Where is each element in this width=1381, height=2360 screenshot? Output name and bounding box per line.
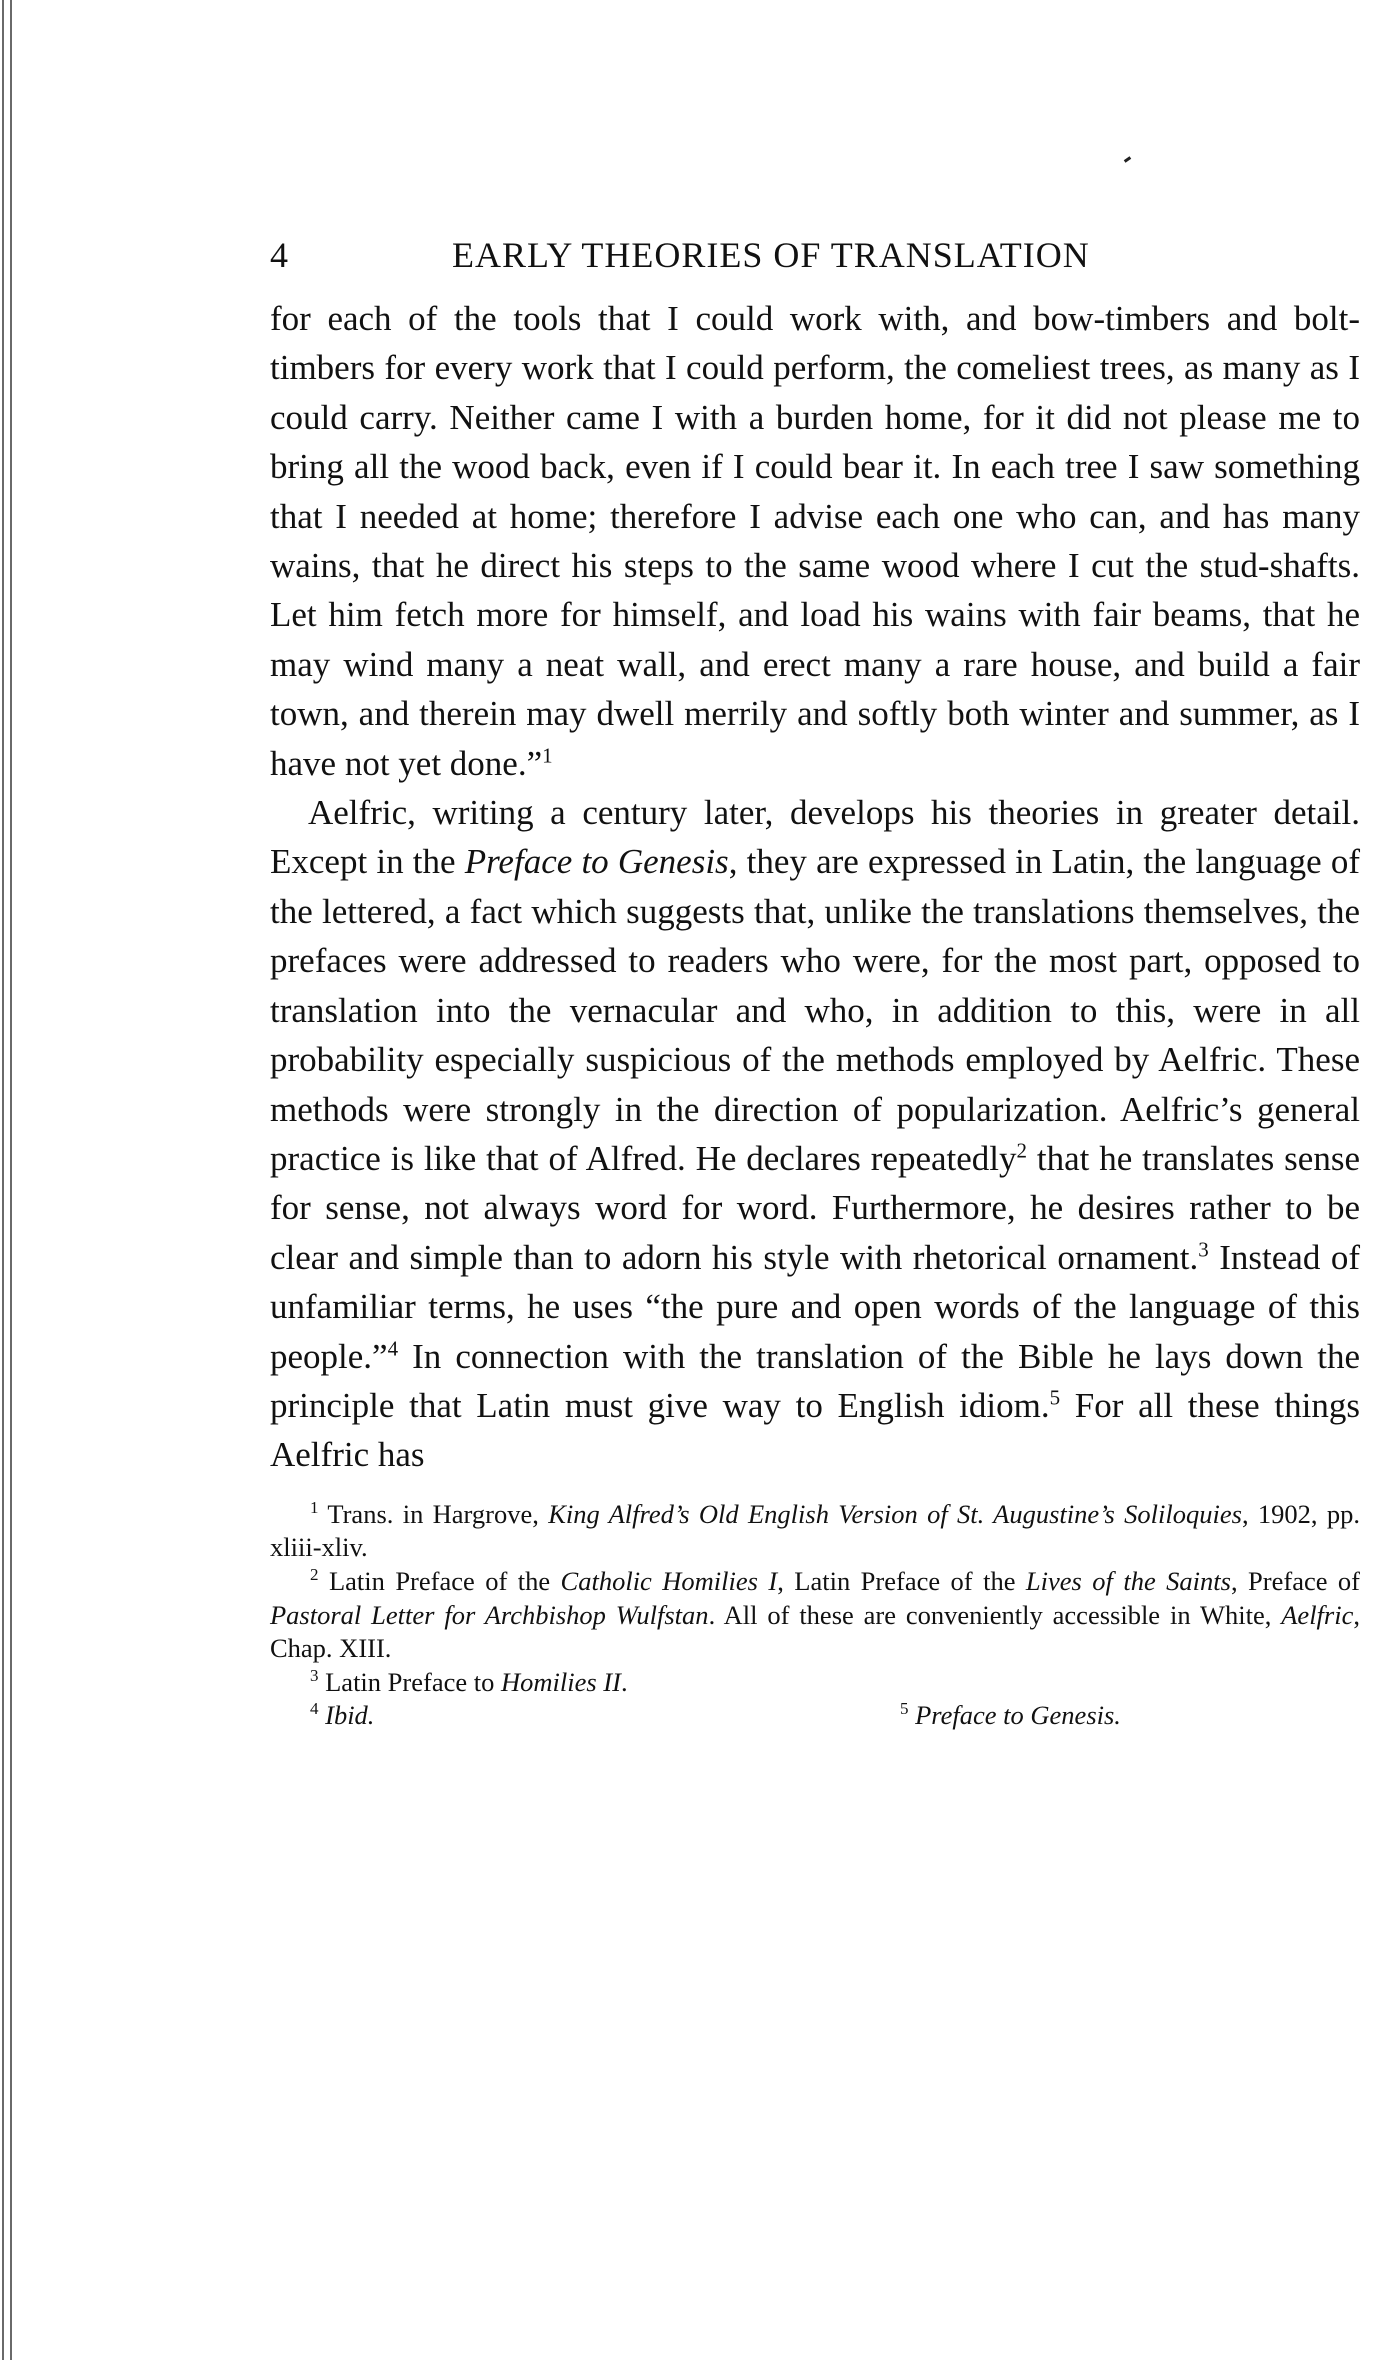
- paragraph-1-text: for each of the tools that I could work with, and bow-timbers and bolt-timbers for every work that I could perform, the comeliest trees, as many as I could carry. Neither came I with a burden home, for it did not please me to bring all the wood back, even if I could bear it. In each tree I saw something that I needed at home; therefore I advise each one who can, and has many wains, that he direct his steps to the same wood where I cut the stud-shafts. Let him fetch more for himself, and load his wains with fair beams, that he may wind many a neat wall, and erect many a rare house, and build a fair town, and therein may dwell merrily and softly both winter and summer, as I have not yet done.”: [270, 299, 1360, 783]
- running-title: EARLY THEORIES OF TRANSLATION: [452, 235, 1090, 275]
- footnote-row-4-5: [270, 1699, 1360, 1733]
- footnote-2-text-b: , Latin Preface of the: [777, 1565, 1026, 1596]
- running-head: [270, 228, 1360, 288]
- footnote-2: [270, 1565, 1360, 1666]
- paragraph-2-text-d: Instead of unfamiliar terms, he uses “the pure and open words of the language of this people.”: [270, 1237, 1361, 1376]
- footnotes: [270, 1498, 1360, 1733]
- note-ref-5: 5: [1049, 1385, 1061, 1410]
- footnote-2-title-lives: Lives of the Saints: [1025, 1565, 1231, 1596]
- footnote-2-text-e: , Chap. XIII.: [270, 1599, 1360, 1664]
- body-text: [270, 294, 1360, 1480]
- footnote-2-title-pastoral: Pastoral Letter for Archbishop Wulfstan: [270, 1599, 709, 1630]
- book-page: [270, 228, 1360, 1733]
- footnote-3-text-a: Latin Preface to: [318, 1666, 501, 1697]
- note-ref-4: 4: [387, 1335, 399, 1360]
- paragraph-2-text-f: For all these things Aelfric has: [270, 1385, 1360, 1475]
- footnote-3-text-b: .: [620, 1666, 628, 1697]
- footnote-2-title-aelfric: Aelfric: [1281, 1599, 1354, 1630]
- footnote-3: [270, 1666, 1360, 1700]
- footnote-2-text-d: . All of these are conveniently accessible in White,: [708, 1599, 1282, 1630]
- note-ref-2: 2: [1016, 1138, 1028, 1163]
- footnote-5: [900, 1699, 1360, 1733]
- paragraph-2-title-preface: Preface to Genesis: [464, 842, 729, 882]
- paragraph-2-text-b: , they are expressed in Latin, the language of the lettered, a fact which suggests that, unlike the translations themselves, the prefaces were addressed to readers who were, for the most part, opposed to translation into the vernacular and who, in addition to this, were in all probability especially suspicious of the methods employed by Aelfric. These methods were strongly in the direction of popularization. Aelfric’s general practice is like that of Alfred. He declares repeatedly: [270, 842, 1361, 1178]
- note-ref-3: 3: [1198, 1237, 1209, 1262]
- footnote-1: [270, 1498, 1360, 1565]
- footnote-5-mark: 5: [900, 1699, 909, 1719]
- paragraph-2-text-a: Aelfric, writing a century later, develops his theories in greater detail. Except in the: [270, 793, 1360, 882]
- footnote-4: [270, 1699, 900, 1733]
- paragraph-2-text-e: In connection with the translation of the Bible he lays down the principle that Latin must give way to English idiom.: [270, 1336, 1360, 1425]
- footnote-1-text-b: , 1902, pp. xliii-xliv.: [270, 1498, 1361, 1563]
- footnote-1-mark: 1: [310, 1497, 319, 1517]
- scan-edge-line-inner: [10, 0, 12, 2360]
- paragraph-continued: [270, 294, 1360, 788]
- page-number: 4: [270, 235, 288, 275]
- scan-edge-line-outer: [2, 0, 4, 2360]
- footnote-3-title: Homilies II: [500, 1666, 621, 1697]
- footnote-2-text-a: Latin Preface of the: [318, 1565, 561, 1596]
- footnote-4-mark: 4: [310, 1699, 319, 1719]
- footnote-2-title-homilies: Catholic Homilies I: [560, 1565, 778, 1596]
- footnote-1-text-a: Trans. in Hargrove,: [318, 1498, 549, 1529]
- paragraph-aelfric: [270, 788, 1360, 1480]
- footnote-3-mark: 3: [310, 1665, 319, 1685]
- footnote-5-text: Preface to Genesis.: [908, 1700, 1121, 1731]
- scan-speck: [1124, 156, 1131, 162]
- footnote-4-text: Ibid.: [318, 1700, 375, 1731]
- footnote-2-text-c: , Preface of: [1230, 1565, 1360, 1596]
- footnote-2-mark: 2: [310, 1565, 319, 1585]
- footnote-1-title: King Alfred’s Old English Version of St. Augustine’s Soliloquies: [548, 1498, 1242, 1529]
- paragraph-2-text-c: that he translates sense for sense, not always word for word. Furthermore, he desires rather to be clear and simple than to adorn his style with rhetorical ornament.: [270, 1138, 1360, 1277]
- note-ref-1: 1: [542, 743, 553, 767]
